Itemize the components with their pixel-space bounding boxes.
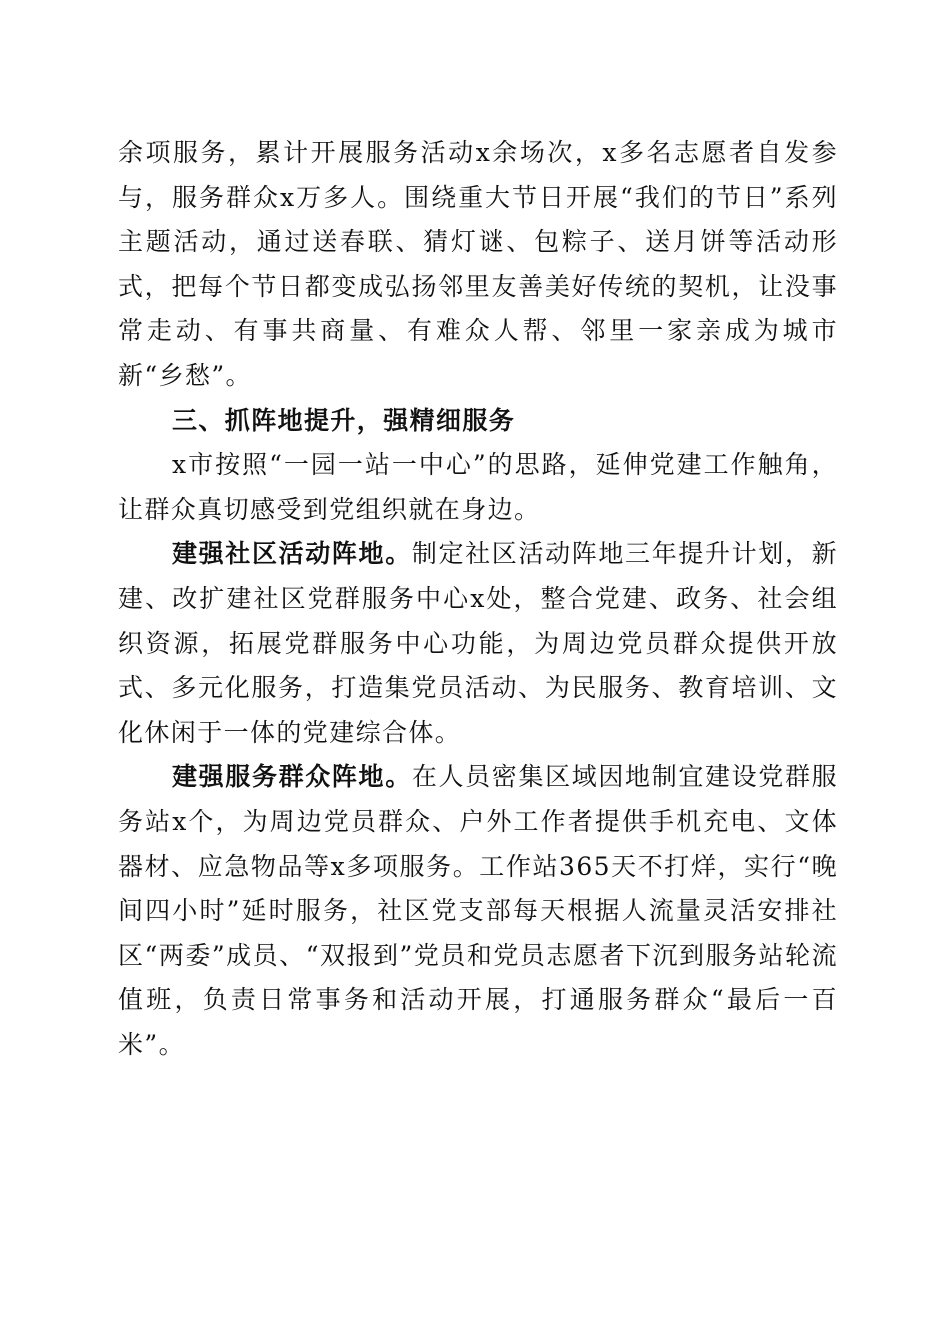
paragraph-body-serve-masses: 在人员密集区域因地制宜建设党群服务站x个，为周边党员群众、户外工作者提供手机充电、文体器材、应急物品等x多项服务。工作站365天不打烊，实行“晚间四小时”延时服务，社区党支部每天根据人流量灵活安排社区“两委”成员、“双报到”党员和党员志愿者下沉到服务站轮流值班，负责日常事务和活动开展，打通服务群众“最后一百米”。: [118, 762, 839, 1059]
paragraph-continuation: 余项服务，累计开展服务活动x余场次，x多名志愿者自发参与，服务群众x万多人。围绕重大节日开展“我们的节日”系列主题活动，通过送春联、猜灯谜、包粽子、送月饼等活动形式，把每个节日都变成弘扬邻里友善美好传统的契机，让没事常走动、有事共商量、有难众人帮、邻里一家亲成为城市新“乡愁”。: [118, 138, 838, 390]
paragraph-lead-serve-masses: 建强服务群众阵地。: [172, 762, 412, 792]
paragraph-community-activity: [118, 532, 838, 755]
paragraph-lead-community-activity: 建强社区活动阵地。: [172, 539, 412, 569]
section-heading-3: 三、抓阵地提升，强精细服务: [172, 405, 516, 435]
paragraph-serve-masses: [118, 755, 838, 1067]
paragraph-body-community-activity: 制定社区活动阵地三年提升计划，新建、改扩建社区党群服务中心x处，整合党建、政务、社会组织资源，拓展党群服务中心功能，为周边党员群众提供开放式、多元化服务，打造集党员活动、为民服务、教育培训、文化休闲于一体的党建综合体。: [118, 539, 839, 747]
document-body: [118, 131, 838, 1067]
paragraph-section-intro: x市按照“一园一站一中心”的思路，延伸党建工作触角，让群众真切感受到党组织就在身边。: [118, 450, 838, 524]
